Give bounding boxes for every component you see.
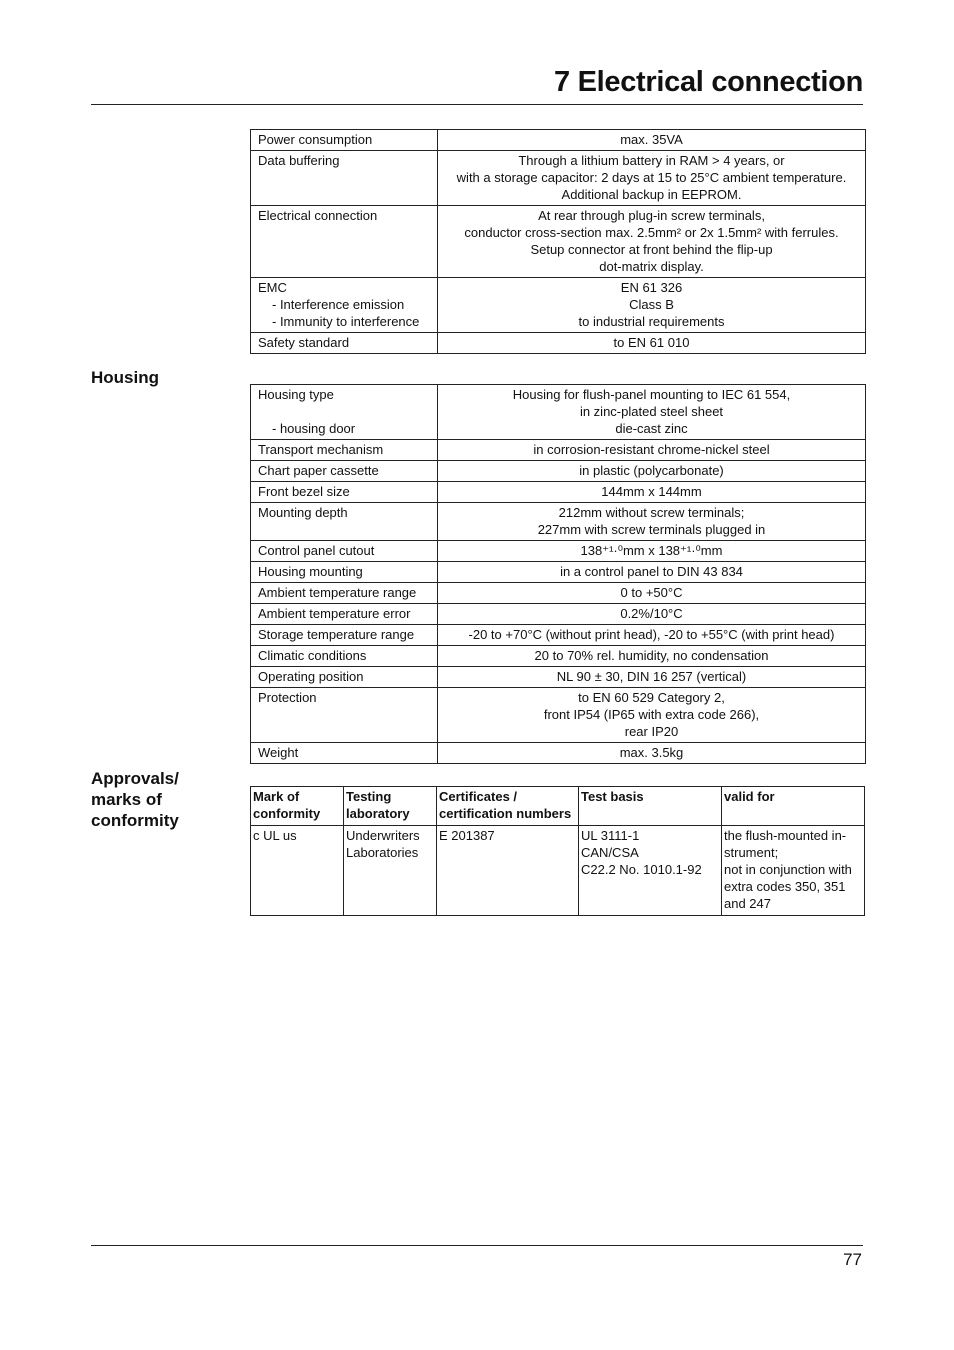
spec-row bbox=[251, 743, 866, 764]
spec-line: conductor cross-section max. 2.5mm² or 2x 1.5mm² with ferrules. bbox=[464, 225, 839, 240]
spec-line: to EN 61 010 bbox=[613, 335, 690, 350]
approvals-header-line: Certificates / bbox=[439, 789, 518, 804]
spec-row bbox=[251, 503, 866, 541]
spec-line: Storage temperature range bbox=[258, 627, 415, 642]
spec-row bbox=[251, 461, 866, 482]
spec-line: in corrosion-resistant chrome-nickel steel bbox=[533, 442, 770, 457]
approvals-cell-line: not in conjunction with bbox=[724, 862, 852, 877]
spec-line: in zinc-plated steel sheet bbox=[579, 404, 724, 419]
spec-row bbox=[251, 688, 866, 743]
spec-line: Protection bbox=[258, 690, 317, 705]
page-number: 77 bbox=[843, 1250, 862, 1269]
approvals-heading-line: conformity bbox=[91, 811, 179, 830]
spec-key-cell bbox=[251, 278, 438, 333]
spec-line bbox=[258, 403, 434, 420]
spec-line: max. 3.5kg bbox=[619, 745, 684, 760]
spec-key-cell bbox=[251, 562, 438, 583]
spec-line: dot-matrix display. bbox=[599, 259, 704, 274]
spec-row bbox=[251, 482, 866, 503]
approvals-heading-line: marks of bbox=[91, 790, 162, 809]
spec-key-cell bbox=[251, 541, 438, 562]
spec-key-cell bbox=[251, 688, 438, 743]
spec-value-cell bbox=[438, 688, 866, 743]
spec-line: Power consumption bbox=[258, 132, 373, 147]
approvals-column-header bbox=[722, 787, 865, 826]
approvals-cell-line: the flush-mounted in- bbox=[724, 828, 847, 843]
spec-line: die-cast zinc bbox=[615, 421, 688, 436]
spec-row bbox=[251, 130, 866, 151]
spec-line: Mounting depth bbox=[258, 505, 348, 520]
spec-value-cell bbox=[438, 151, 866, 206]
spec-line: EN 61 326 bbox=[620, 280, 683, 295]
approvals-cell bbox=[437, 826, 579, 916]
approvals-cell-line: Underwriters bbox=[346, 828, 420, 843]
spec-value-cell bbox=[438, 583, 866, 604]
spec-row bbox=[251, 583, 866, 604]
spec-key-cell bbox=[251, 625, 438, 646]
spec-line: Operating position bbox=[258, 669, 364, 684]
spec-line: Housing for flush-panel mounting to IEC 61 554, bbox=[512, 387, 791, 402]
approvals-table bbox=[250, 786, 865, 916]
approvals-header-line: Mark of bbox=[253, 789, 300, 804]
spec-line: Transport mechanism bbox=[258, 442, 384, 457]
spec-line: 0 to +50°C bbox=[620, 585, 683, 600]
approvals-column-header bbox=[344, 787, 437, 826]
electrical-spec-table bbox=[250, 129, 866, 354]
housing-spec-table bbox=[250, 384, 866, 764]
spec-row bbox=[251, 385, 866, 440]
spec-row bbox=[251, 333, 866, 354]
spec-line: NL 90 ± 30, DIN 16 257 (vertical) bbox=[556, 669, 747, 684]
spec-key-cell bbox=[251, 461, 438, 482]
spec-value-cell bbox=[438, 333, 866, 354]
spec-line: to industrial requirements bbox=[578, 314, 725, 329]
approvals-cell-line: extra codes 350, 351 bbox=[724, 879, 846, 894]
spec-line: 20 to 70% rel. humidity, no condensation bbox=[534, 648, 769, 663]
approvals-cell-line: C22.2 No. 1010.1-92 bbox=[581, 862, 702, 877]
spec-line: -20 to +70°C (without print head), -20 to +55°C (with print head) bbox=[468, 627, 835, 642]
spec-line: Safety standard bbox=[258, 335, 350, 350]
spec-line: Ambient temperature range bbox=[258, 585, 417, 600]
approvals-cell bbox=[251, 826, 344, 916]
approvals-column-header bbox=[437, 787, 579, 826]
spec-value-cell bbox=[438, 541, 866, 562]
spec-value-cell bbox=[438, 385, 866, 440]
approvals-row bbox=[251, 826, 865, 916]
header-rule bbox=[91, 104, 863, 105]
approvals-cell bbox=[344, 826, 437, 916]
spec-row bbox=[251, 562, 866, 583]
spec-line: At rear through plug-in screw terminals, bbox=[538, 208, 765, 223]
spec-key-cell bbox=[251, 482, 438, 503]
spec-value-cell bbox=[438, 604, 866, 625]
spec-line: with a storage capacitor: 2 days at 15 to 25°C ambient temperature. bbox=[456, 170, 847, 185]
spec-line: Data buffering bbox=[258, 153, 340, 168]
spec-value-cell bbox=[438, 130, 866, 151]
spec-row bbox=[251, 151, 866, 206]
spec-line: 138⁺¹·⁰mm x 138⁺¹·⁰mm bbox=[580, 543, 723, 558]
spec-line: Front bezel size bbox=[258, 484, 350, 499]
spec-value-cell bbox=[438, 461, 866, 482]
spec-line: Chart paper cassette bbox=[258, 463, 379, 478]
spec-row bbox=[251, 667, 866, 688]
housing-spec-body bbox=[251, 385, 866, 764]
spec-line: 0.2%/10°C bbox=[620, 606, 683, 621]
spec-row bbox=[251, 541, 866, 562]
spec-subkey-line: - Interference emission bbox=[272, 297, 405, 312]
spec-key-cell bbox=[251, 667, 438, 688]
approvals-cell bbox=[579, 826, 722, 916]
approvals-header-row bbox=[251, 787, 865, 826]
spec-line: EMC bbox=[258, 280, 287, 295]
spec-line: front IP54 (IP65 with extra code 266), bbox=[543, 707, 760, 722]
spec-line: Housing mounting bbox=[258, 564, 363, 579]
spec-row bbox=[251, 278, 866, 333]
approvals-cell-line: c UL us bbox=[253, 828, 297, 843]
spec-subkey-line: - housing door bbox=[272, 421, 356, 436]
spec-line: Housing type bbox=[258, 387, 334, 402]
spec-line: in a control panel to DIN 43 834 bbox=[560, 564, 743, 579]
approvals-cell-line: Laboratories bbox=[346, 845, 419, 860]
spec-line: Additional backup in EEPROM. bbox=[561, 187, 742, 202]
approvals-heading bbox=[91, 768, 179, 831]
spec-key-cell bbox=[251, 333, 438, 354]
spec-value-cell bbox=[438, 646, 866, 667]
spec-key-cell bbox=[251, 385, 438, 440]
approvals-header-line: Testing bbox=[346, 789, 392, 804]
spec-key-cell bbox=[251, 130, 438, 151]
spec-line: Class B bbox=[629, 297, 674, 312]
spec-subkey-line: - Immunity to interference bbox=[272, 314, 420, 329]
spec-value-cell bbox=[438, 743, 866, 764]
spec-line: to EN 60 529 Category 2, bbox=[578, 690, 725, 705]
spec-line: Setup connector at front behind the flip-up bbox=[530, 242, 773, 257]
spec-key-cell bbox=[251, 743, 438, 764]
spec-value-cell bbox=[438, 482, 866, 503]
spec-key-cell bbox=[251, 206, 438, 278]
spec-line: Control panel cutout bbox=[258, 543, 375, 558]
spec-key-cell bbox=[251, 646, 438, 667]
approvals-header-line: laboratory bbox=[346, 806, 410, 821]
approvals-column-header bbox=[251, 787, 344, 826]
spec-line: 144mm x 144mm bbox=[601, 484, 702, 499]
spec-row bbox=[251, 440, 866, 461]
approvals-cell-line: and 247 bbox=[724, 896, 771, 911]
spec-line: Climatic conditions bbox=[258, 648, 367, 663]
spec-row bbox=[251, 604, 866, 625]
approvals-cell-line: UL 3111-1 bbox=[581, 828, 640, 843]
spec-value-cell bbox=[438, 440, 866, 461]
spec-line: 212mm without screw terminals; bbox=[558, 505, 745, 520]
approvals-header-line: certification numbers bbox=[439, 806, 572, 821]
spec-value-cell bbox=[438, 206, 866, 278]
spec-line: rear IP20 bbox=[624, 724, 679, 739]
spec-row bbox=[251, 206, 866, 278]
spec-line: 227mm with screw terminals plugged in bbox=[537, 522, 766, 537]
spec-row bbox=[251, 646, 866, 667]
spec-line: Weight bbox=[258, 745, 299, 760]
electrical-spec-body bbox=[251, 130, 866, 354]
spec-key-cell bbox=[251, 503, 438, 541]
housing-heading: Housing bbox=[91, 368, 159, 387]
approvals-header-line: Test basis bbox=[581, 789, 644, 804]
approvals-column-header bbox=[579, 787, 722, 826]
spec-key-cell bbox=[251, 440, 438, 461]
spec-value-cell bbox=[438, 667, 866, 688]
spec-value-cell bbox=[438, 278, 866, 333]
chapter-title: 7 Electrical connection bbox=[554, 66, 863, 98]
approvals-heading-line: Approvals/ bbox=[91, 769, 179, 788]
approvals-header-line: valid for bbox=[724, 789, 775, 804]
approvals-cell-line: CAN/CSA bbox=[581, 845, 639, 860]
spec-key-cell bbox=[251, 604, 438, 625]
spec-line: Ambient temperature error bbox=[258, 606, 411, 621]
spec-key-cell bbox=[251, 151, 438, 206]
approvals-cell-line: strument; bbox=[724, 845, 779, 860]
approvals-header-line: conformity bbox=[253, 806, 321, 821]
approvals-cell-line: E 201387 bbox=[439, 828, 495, 843]
spec-value-cell bbox=[438, 625, 866, 646]
approvals-cell bbox=[722, 826, 865, 916]
spec-line: Through a lithium battery in RAM > 4 years, or bbox=[518, 153, 785, 168]
footer-rule bbox=[91, 1245, 863, 1246]
spec-line: Electrical connection bbox=[258, 208, 378, 223]
spec-value-cell bbox=[438, 562, 866, 583]
spec-line: in plastic (polycarbonate) bbox=[579, 463, 724, 478]
spec-value-cell bbox=[438, 503, 866, 541]
spec-row bbox=[251, 625, 866, 646]
spec-line: max. 35VA bbox=[620, 132, 683, 147]
spec-key-cell bbox=[251, 583, 438, 604]
